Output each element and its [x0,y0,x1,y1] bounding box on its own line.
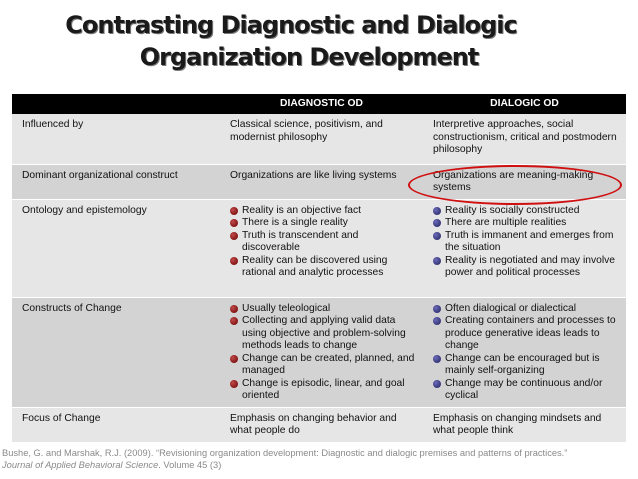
slide-title-line-1: Contrasting Diagnostic and Dialogic [65,11,517,39]
blue-bullet-icon [433,219,441,227]
blue-bullet-icon [433,355,441,363]
red-bullet-icon [230,355,238,363]
list-item: Change can be encouraged but is mainly self-organizing [433,353,620,378]
highlight-oval [408,165,622,205]
list-item: Reality can be discovered using rational and analytic processes [230,255,417,280]
list-item: Change can be created, planned, and managed [230,353,417,378]
blue-bullet-icon [433,317,441,325]
list-item: Truth is immanent and emerges from the situation [433,230,620,255]
diagnostic-cell [220,199,423,297]
red-bullet-icon [230,257,238,265]
citation [2,447,638,471]
citation-line-1: Bushe, G. and Marshak, R.J. (2009). “Revisioning organization development: Diagnostic and dialogic premises and patterns of practices.” [2,448,568,458]
list-item: Creating containers and processes to produce generative ideas leads to change [433,315,620,353]
dialogic-cell [423,199,626,297]
blue-bullet-icon [433,305,441,313]
row-label: Ontology and epistemology [12,199,220,297]
diagnostic-cell: Organizations are like living systems [220,164,423,199]
red-bullet-icon [230,380,238,388]
citation-line-2 [2,459,638,471]
list-item: Usually teleological [230,303,417,316]
diagnostic-cell [220,297,423,407]
diagnostic-cell: Classical science, positivism, and modernist philosophy [220,114,423,164]
red-bullet-icon [230,317,238,325]
slide-title-line-2: Organization Development [139,43,479,71]
header-blank [12,94,220,114]
list-item: Often dialogical or dialectical [433,303,620,316]
table-row [12,297,626,407]
dialogic-cell [423,297,626,407]
bullet-list [433,205,620,280]
bullet-list [433,303,620,403]
row-label: Constructs of Change [12,297,220,407]
red-bullet-icon [230,207,238,215]
list-item: There is a single reality [230,217,417,230]
row-label: Focus of Change [12,407,220,442]
red-bullet-icon [230,305,238,313]
bullet-list [230,205,417,280]
list-item: Reality is an objective fact [230,205,417,218]
diagnostic-cell: Emphasis on changing behavior and what people do [220,407,423,442]
row-label: Dominant organizational construct [12,164,220,199]
list-item: Reality is negotiated and may involve power and political processes [433,255,620,280]
journal-name: Journal of Applied Behavioral Science [2,460,159,470]
table-row [12,407,626,442]
table-header-row [12,94,626,114]
dialogic-cell: Interpretive approaches, social constructionism, critical and postmodern philosophy [423,114,626,164]
list-item: There are multiple realities [433,217,620,230]
blue-bullet-icon [433,232,441,240]
list-item: Change is episodic, linear, and goal oriented [230,378,417,403]
list-item: Truth is transcendent and discoverable [230,230,417,255]
blue-bullet-icon [433,207,441,215]
bullet-list [230,303,417,403]
comparison-table [12,94,626,443]
red-bullet-icon [230,232,238,240]
row-label: Influenced by [12,114,220,164]
table-row [12,114,626,164]
blue-bullet-icon [433,380,441,388]
dialogic-cell: Organizations are meaning-making systems [423,164,626,199]
header-dialogic-od: DIALOGIC OD [423,94,626,114]
blue-bullet-icon [433,257,441,265]
list-item: Change may be continuous and/or cyclical [433,378,620,403]
red-bullet-icon [230,219,238,227]
list-item: Reality is socially constructed [433,205,620,218]
journal-volume: . Volume 45 (3) [158,460,222,470]
list-item: Collecting and applying valid data using objective and problem-solving methods leads to change [230,315,417,353]
header-diagnostic-od: DIAGNOSTIC OD [220,94,423,114]
table-row [12,199,626,297]
dialogic-cell: Emphasis on changing mindsets and what people think [423,407,626,442]
